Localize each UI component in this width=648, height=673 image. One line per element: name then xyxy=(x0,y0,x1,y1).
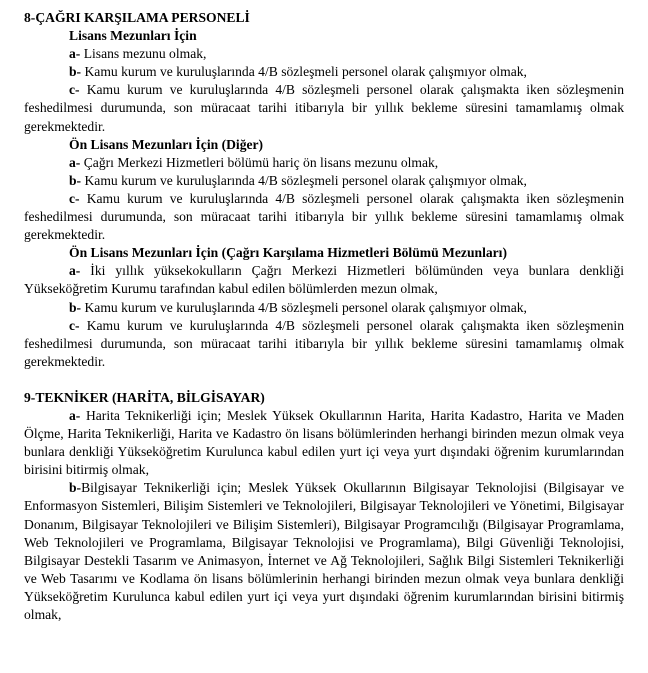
group-heading-onlisans-diger: Ön Lisans Mezunları İçin (Diğer) xyxy=(69,136,264,152)
list-item xyxy=(24,479,624,624)
item-text: Çağrı Merkezi Hizmetleri bölümü hariç ön lisans mezunu olmak, xyxy=(80,154,439,170)
item-marker: c- xyxy=(69,317,80,333)
list-item xyxy=(24,154,624,172)
item-marker: a- xyxy=(69,154,81,170)
section-9 xyxy=(24,389,624,624)
list-item xyxy=(24,190,624,244)
item-text: Kamu kurum ve kuruluşlarında 4/B sözleşmeli personel olarak çalışmıyor olmak, xyxy=(81,64,527,80)
section-8-title: 8-ÇAĞRI KARŞILAMA PERSONELİ xyxy=(24,10,250,25)
list-item xyxy=(24,317,624,371)
list-item xyxy=(24,299,624,317)
item-text: Kamu kurum ve kuruluşlarında 4/B sözleşmeli personel olarak çalışmıyor olmak, xyxy=(81,299,527,315)
item-text: Lisans mezunu olmak, xyxy=(80,46,207,62)
item-marker: b- xyxy=(69,172,82,188)
item-marker: a- xyxy=(69,407,81,423)
item-text: Bilgisayar Teknikerliği için; Meslek Yüksek Okullarının Bilgisayar Teknolojisi (Bilgisayar ve Enformasyon Sistemleri, Bilişim Sistemleri ve Teknolojileri, Bilgisayar Teknolojileri ve Yönetimi, Bilgisayar Donanım, Bilgisayar Teknolojileri ve Bilişim Sistemleri), Bilgisayar Programcılığı (Bilgisayar Programlama, Web Teknolojileri ve Programlama, Bilgisayar Teknolojisi ve Programlama), Bilgi Güvenliği Teknolojisi, Bilgisayar Destekli Tasarım ve Animasyon, İnternet ve Ağ Teknolojileri, Sağlık Bilgi Sistemleri Teknikerliği ve Web Tasarımı ve Kodlama ön lisans bölümlerinin herhangi birinden mezun olmak veya bunlara denkliği Yükseköğretim Kurulunca kabul edilen yurt içi veya yurt dışındaki öğrenim kurumlarından birisini bitirmiş olmak, xyxy=(24,480,624,622)
item-marker: b- xyxy=(69,64,82,80)
item-text: İki yıllık yüksekokulların Çağrı Merkezi Hizmetleri bölümünden veya bunlara denkliği Yükseköğretim Kurumu tarafından kabul edilen bölümlerden mezun olmak, xyxy=(24,263,624,297)
item-marker: a- xyxy=(69,263,81,279)
item-text: Kamu kurum ve kuruluşlarında 4/B sözleşmeli personel olarak çalışmakta iken sözleşmenin feshedilmesi durumunda, son müracaat tarihi itibarıyla bir yıllık bekleme süresini tamamlamış olmak gerekmektedir. xyxy=(24,82,624,134)
list-item xyxy=(24,172,624,190)
section-spacer xyxy=(24,371,624,389)
list-item xyxy=(24,262,624,298)
item-marker: a- xyxy=(69,46,81,62)
group-heading-lisans: Lisans Mezunları İçin xyxy=(69,28,197,44)
item-marker: b- xyxy=(69,480,82,496)
item-text: Kamu kurum ve kuruluşlarında 4/B sözleşmeli personel olarak çalışmakta iken sözleşmenin feshedilmesi durumunda, son müracaat tarihi itibarıyla bir yıllık bekleme süresini tamamlamış olmak gerekmektedir. xyxy=(24,190,624,243)
group-heading-onlisans-cagri: Ön Lisans Mezunları İçin (Çağrı Karşılama Hizmetleri Bölümü Mezunları) xyxy=(69,245,507,261)
item-text: Kamu kurum ve kuruluşlarında 4/B sözleşmeli personel olarak çalışmıyor olmak, xyxy=(81,172,527,188)
item-marker: c- xyxy=(69,190,80,206)
item-marker: b- xyxy=(69,299,82,315)
list-item xyxy=(24,407,624,479)
list-item xyxy=(24,63,624,81)
list-item xyxy=(24,45,624,63)
section-9-title: 9-TEKNİKER (HARİTA, BİLGİSAYAR) xyxy=(24,389,265,405)
item-text: Kamu kurum ve kuruluşlarında 4/B sözleşmeli personel olarak çalışmakta iken sözleşmenin feshedilmesi durumunda, son müracaat tarihi itibarıyla bir yıllık bekleme süresini tamamlamış olmak gerekmektedir. xyxy=(24,317,624,369)
list-item xyxy=(24,81,624,135)
item-marker: c- xyxy=(69,82,80,98)
item-text: Harita Teknikerliği için; Meslek Yüksek Okullarının Harita, Harita Kadastro, Harita ve Maden Ölçme, Harita Teknikerliği, Harita ve Kadastro ön lisans bölümlerinden herhangi birinden mezun olmak veya bunlara denkliği Yükseköğretim Kurulunca kabul edilen yurt içi veya yurt dışındaki öğrenim kurumlarından birisini bitirmiş olmak, xyxy=(24,407,624,478)
